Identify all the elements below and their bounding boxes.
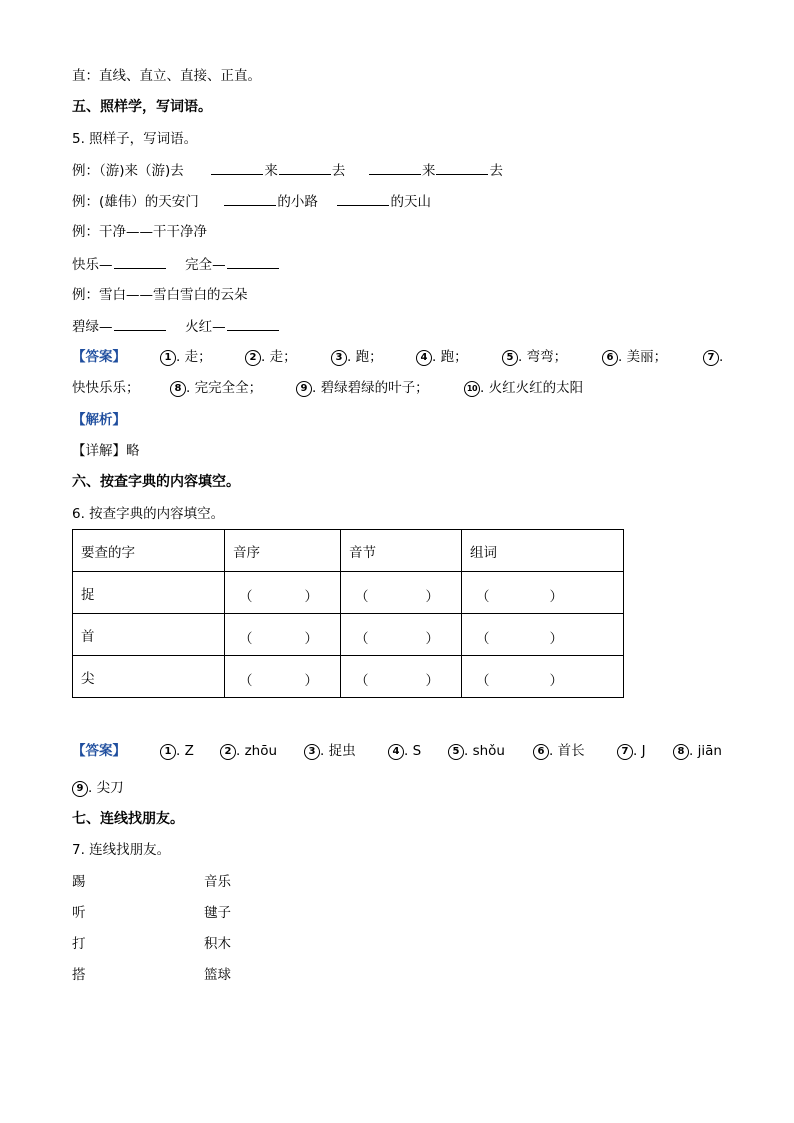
answer-text: . shǒu [464,743,505,759]
exercise-word: 火红— [185,319,226,335]
answer-item [416,347,468,367]
exercise-word: 碧绿— [72,319,113,335]
blank-suffix: 来 [421,163,436,179]
paren-open: （ [476,631,490,647]
example-line-3: 例：干净——干干净净 [72,224,207,240]
answer-number-badge: 4 [388,744,404,760]
table-row [73,572,624,614]
answer-blank[interactable] [114,254,166,269]
answer-item [533,741,585,761]
answer-item [170,378,262,398]
paren-close: ） [304,631,318,647]
table-header-cell: 音序 [225,530,341,572]
answer-text: . 跑； [347,349,383,365]
fill-cell[interactable] [341,656,462,698]
exercise-word: 快乐— [72,257,113,273]
match-left-item[interactable]: 听 [72,905,86,921]
blank-suffix: 去 [489,163,503,179]
answer-text: . 火红火红的太阳 [480,380,584,396]
blank-suffix: 来 [264,163,278,179]
answer-item [160,741,194,761]
paren-close: ） [425,631,439,647]
example-line-4: 例：雪白——雪白雪白的云朵 [72,287,248,303]
table-char-cell: 首 [73,614,225,656]
paren-open: （ [239,673,253,689]
paren-open: （ [239,589,253,605]
answer-number-badge: 2 [245,350,261,366]
dictionary-table [72,529,624,698]
answer-number-badge: 5 [448,744,464,760]
table-char-cell: 捉 [73,572,225,614]
answer-number-badge: 7 [703,350,719,366]
detail-line: 【详解】略 [72,443,140,459]
answer-item [220,741,277,761]
blank-suffix: 去 [331,163,346,179]
paren-close: ） [549,631,563,647]
paren-close: ） [304,673,318,689]
fill-cell[interactable] [225,614,341,656]
fill-cell[interactable] [341,572,462,614]
answer-text: . 走； [261,349,297,365]
answer-number-badge: 2 [220,744,236,760]
fill-cell[interactable] [462,656,624,698]
paren-close: ） [425,673,439,689]
paren-open: （ [355,631,369,647]
answer-text: . jiān [689,743,722,759]
paren-close: ） [425,589,439,605]
answer-number-badge: 1 [160,744,176,760]
question-6: 6. 按查字典的内容填空。 [72,506,225,522]
match-right-item[interactable]: 音乐 [204,874,231,890]
answer-text: 快快乐乐； [72,380,140,396]
paren-open: （ [476,589,490,605]
answer-item [331,347,383,367]
answer-text: . 碧绿碧绿的叶子； [312,380,429,396]
fill-cell[interactable] [225,572,341,614]
example-line-2 [72,191,431,212]
answer-blank[interactable] [337,191,389,206]
answer-tag: 【答案】 [72,349,126,365]
answer-text: . Z [176,743,194,759]
paren-open: （ [239,631,253,647]
answer-number-badge: 3 [331,350,347,366]
answer-text: . 首长 [549,743,585,759]
answer-text: . [719,349,724,365]
match-left-item[interactable]: 打 [72,936,86,952]
fill-cell[interactable] [225,656,341,698]
paren-open: （ [476,673,490,689]
answer-item [448,741,505,761]
answer-text: . 美丽； [618,349,668,365]
answer-item [502,347,567,367]
table-header-cell: 音节 [341,530,462,572]
section-heading-6: 六、按查字典的内容填空。 [72,474,240,490]
answer-number-badge: 4 [416,350,432,366]
table-header-cell: 要查的字 [73,530,225,572]
answer-item [617,741,646,761]
answer-text: . 完完全全； [186,380,263,396]
answer-blank[interactable] [114,316,166,331]
blank-suffix: 的小路 [277,194,318,210]
paren-open: （ [355,589,369,605]
table-header-row [73,530,624,572]
exercise-line-4 [72,316,280,337]
fill-cell[interactable] [341,614,462,656]
answer-text: . 走； [176,349,212,365]
answer-number-badge: 9 [296,381,312,397]
answer-item [464,378,583,398]
blank-suffix: 的天山 [390,194,431,210]
answer-item [602,347,667,367]
question-7: 7. 连线找朋友。 [72,842,171,858]
exercise-word: 完全— [185,257,226,273]
answer-blank[interactable] [211,160,263,175]
match-right-item[interactable]: 毽子 [204,905,231,921]
answer-blank[interactable] [369,160,421,175]
match-right-item[interactable]: 篮球 [204,967,231,983]
answer-blank[interactable] [279,160,331,175]
answer-item [388,741,421,761]
answer-text: . 弯弯； [518,349,568,365]
table-header-cell: 组词 [462,530,624,572]
answer-item [72,778,124,798]
answer-blank[interactable] [224,191,276,206]
fill-cell[interactable] [462,614,624,656]
paren-close: ） [304,589,318,605]
table-row [73,656,624,698]
paren-open: （ [355,673,369,689]
answer-number-badge: 6 [602,350,618,366]
answer-item [245,347,297,367]
fill-cell[interactable] [462,572,624,614]
answer-text: . J [633,743,646,759]
example-line-1 [72,160,503,181]
answer-text: . 尖刀 [88,780,124,796]
answer-number-badge: 6 [533,744,549,760]
answer-blank[interactable] [227,254,279,269]
answer-number-badge: 3 [304,744,320,760]
answer-item [703,347,723,367]
answer-text: . S [404,743,422,759]
answer-item [160,347,212,367]
answer-blank[interactable] [436,160,488,175]
section-heading-7: 七、连线找朋友。 [72,811,184,827]
answer-number-badge: 7 [617,744,633,760]
answer-blank[interactable] [227,316,279,331]
analysis-tag: 【解析】 [72,412,126,428]
paren-close: ） [549,589,563,605]
answer-text: . 捉虫 [320,743,356,759]
paren-close: ） [549,673,563,689]
answer-text: . zhōu [236,743,278,759]
answer-item [673,741,722,761]
answer-tag: 【答案】 [72,743,126,759]
answer-number-badge: 5 [502,350,518,366]
answer-number-badge: 8 [673,744,689,760]
example-prefix: 例：（游)来（游)去 [72,163,184,179]
answer-item [296,378,429,398]
question-5: 5. 照样子，写词语。 [72,131,198,147]
example-prefix: 例：(雄伟）的天安门 [72,194,199,210]
answer-text: . 跑； [432,349,468,365]
match-right-item[interactable]: 积木 [204,936,231,952]
table-row [73,614,624,656]
vocab-line: 直：直线、直立、直接、正直。 [72,68,261,84]
exercise-line-3 [72,254,280,275]
answer-number-badge: 10 [464,381,480,397]
answer-item [304,741,356,761]
answer-number-badge: 8 [170,381,186,397]
section-heading-5: 五、照样学，写词语。 [72,99,212,115]
match-left-item[interactable]: 搭 [72,967,86,983]
match-left-item[interactable]: 踢 [72,874,86,890]
answer-number-badge: 1 [160,350,176,366]
table-char-cell: 尖 [73,656,225,698]
answer-number-badge: 9 [72,781,88,797]
